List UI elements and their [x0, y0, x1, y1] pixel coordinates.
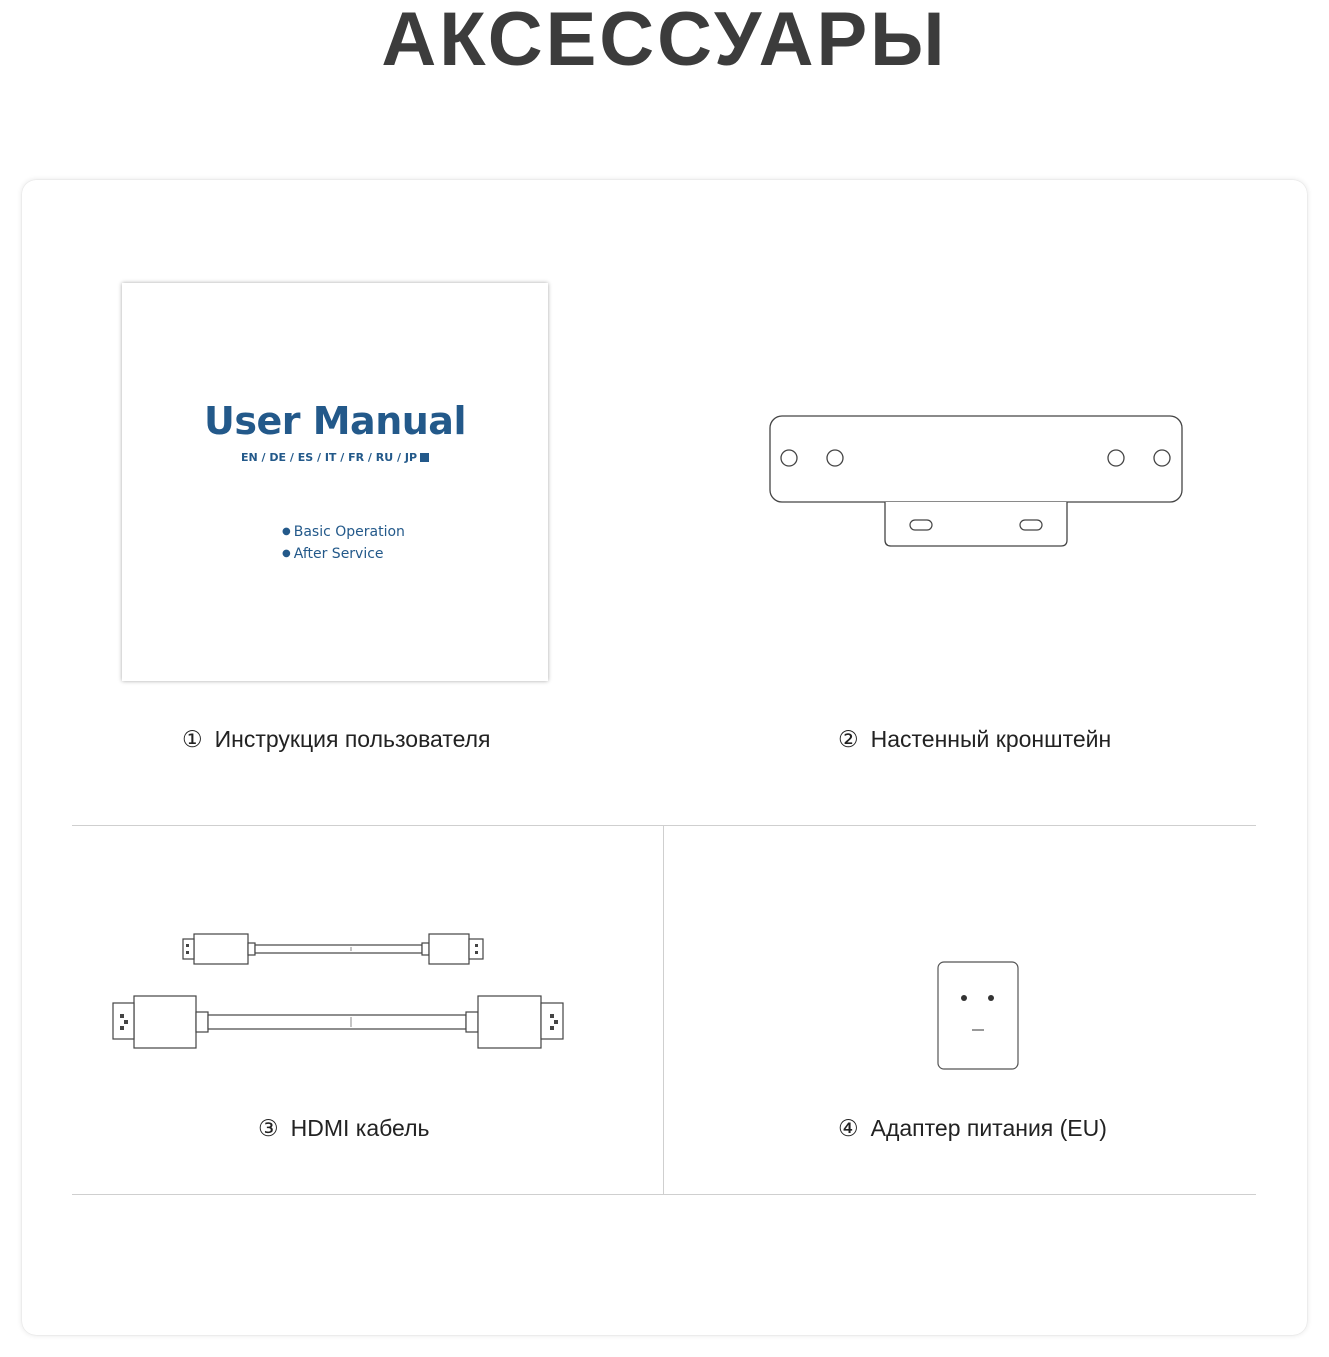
language-badge-icon	[420, 453, 429, 462]
caption-power-adapter: ④ Адаптер питания (EU)	[838, 1115, 1107, 1141]
manual-bullets	[282, 521, 405, 565]
divider-horizontal	[72, 1194, 1256, 1195]
power-adapter-icon	[936, 960, 1022, 1072]
caption-wall-bracket: ② Настенный кронштейн	[838, 726, 1112, 752]
caption-hdmi-cable: ③ HDMI кабель	[258, 1115, 430, 1141]
page-title: АКСЕССУАРЫ	[381, 0, 948, 82]
manual-bullet: ● After Service	[282, 546, 384, 562]
manual-languages	[122, 451, 548, 464]
user-manual-image	[122, 283, 548, 681]
manual-title: User Manual	[204, 399, 466, 443]
manual-languages-text: EN / DE / ES / IT / FR / RU / JP	[241, 451, 417, 464]
manual-bullet: ● Basic Operation	[282, 524, 405, 540]
hdmi-cable-icon	[110, 930, 570, 1052]
caption-user-manual: ① Инструкция пользователя	[182, 726, 491, 752]
divider-horizontal	[72, 825, 1256, 826]
wall-bracket-icon	[768, 414, 1186, 550]
divider-vertical	[663, 826, 664, 1194]
